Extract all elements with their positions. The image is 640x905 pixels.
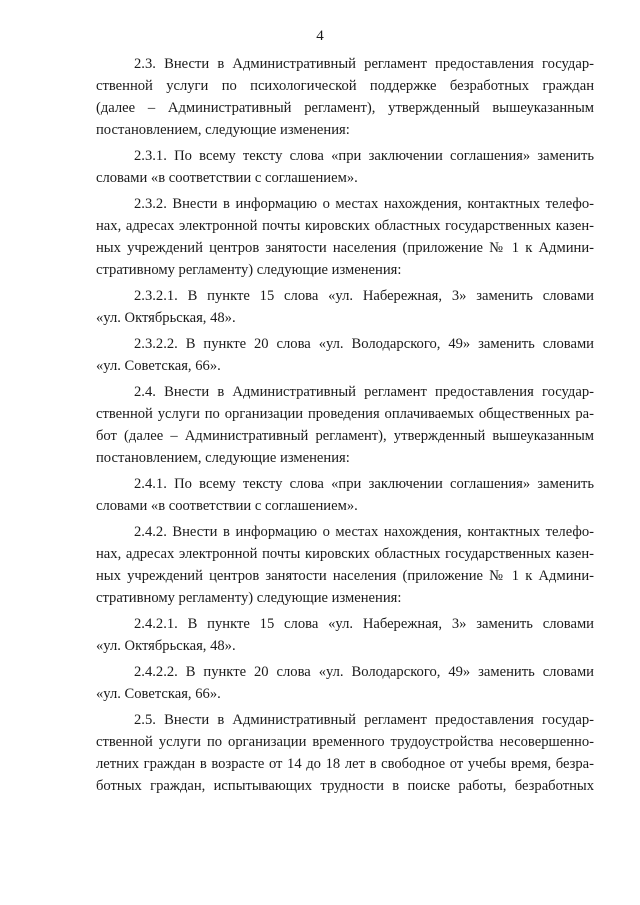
text-line: стративному регламенту) следующие изменения:	[96, 262, 402, 278]
text-line: «ул. Советская, 66».	[96, 686, 221, 702]
paragraph-2-5	[96, 709, 594, 797]
text-line: 2.3.1. По всему тексту слова «при заключении соглашения» заменить	[134, 148, 594, 164]
paragraph-2-4-1	[96, 473, 594, 517]
text-line: нах, адресах электронной почты кировских областных государственных казен-	[96, 218, 594, 234]
text-line: 2.3.2.2. В пункте 20 слова «ул. Володарского, 49» заменить словами	[134, 336, 594, 352]
text-line: ственной услуги по психологической поддержке безработных граждан	[96, 78, 594, 94]
text-line: 2.4.1. По всему тексту слова «при заключении соглашения» заменить	[134, 476, 594, 492]
text-line: постановлением, следующие изменения:	[96, 122, 350, 138]
text-line: 2.3.2.1. В пункте 15 слова «ул. Набережная, 3» заменить словами	[134, 288, 594, 304]
text-line: «ул. Советская, 66».	[96, 358, 221, 374]
text-line: словами «в соответствии с соглашением».	[96, 498, 358, 514]
paragraph-2-3-2-1	[96, 285, 594, 329]
paragraph-2-4-2-1	[96, 613, 594, 657]
text-line: ных учреждений центров занятости населения (приложение № 1 к Админи-	[96, 240, 594, 256]
paragraph-2-3-1	[96, 145, 594, 189]
text-line: 2.3.2. Внести в информацию о местах нахождения, контактных телефо-	[134, 196, 594, 212]
text-line: летних граждан в возрасте от 14 до 18 лет в свободное от учебы время, безра-	[96, 756, 594, 772]
text-line: словами «в соответствии с соглашением».	[96, 170, 358, 186]
text-line: 2.4.2. Внести в информацию о местах нахождения, контактных телефо-	[134, 524, 594, 540]
text-line: 2.4.2.2. В пункте 20 слова «ул. Володарского, 49» заменить словами	[134, 664, 594, 680]
text-line: «ул. Октябрьская, 48».	[96, 638, 236, 654]
paragraph-2-4-2	[96, 521, 594, 609]
text-line: постановлением, следующие изменения:	[96, 450, 350, 466]
paragraph-2-3-2	[96, 193, 594, 281]
text-line: стративному регламенту) следующие изменения:	[96, 590, 402, 606]
text-line: бот (далее – Административный регламент), утвержденный вышеуказанным	[96, 428, 594, 444]
text-line: «ул. Октябрьская, 48».	[96, 310, 236, 326]
document-body	[96, 53, 594, 801]
text-line: (далее – Административный регламент), утвержденный вышеуказанным	[96, 100, 594, 116]
text-line: нах, адресах электронной почты кировских областных государственных казен-	[96, 546, 594, 562]
text-line: ных учреждений центров занятости населения (приложение № 1 к Админи-	[96, 568, 594, 584]
paragraph-2-3	[96, 53, 594, 141]
page-number: 4	[316, 28, 324, 44]
text-line: ственной услуги по организации временного трудоустройства несовершенно-	[96, 734, 594, 750]
text-line: ботных граждан, испытывающих трудности в поиске работы, безработных	[96, 778, 594, 794]
text-line: 2.5. Внести в Административный регламент предоставления государ-	[134, 712, 594, 728]
paragraph-2-3-2-2	[96, 333, 594, 377]
paragraph-2-4	[96, 381, 594, 469]
text-line: 2.4. Внести в Административный регламент предоставления государ-	[134, 384, 594, 400]
text-line: 2.4.2.1. В пункте 15 слова «ул. Набережная, 3» заменить словами	[134, 616, 594, 632]
text-line: 2.3. Внести в Административный регламент предоставления государ-	[134, 56, 594, 72]
paragraph-2-4-2-2	[96, 661, 594, 705]
text-line: ственной услуги по организации проведения оплачиваемых общественных ра-	[96, 406, 594, 422]
